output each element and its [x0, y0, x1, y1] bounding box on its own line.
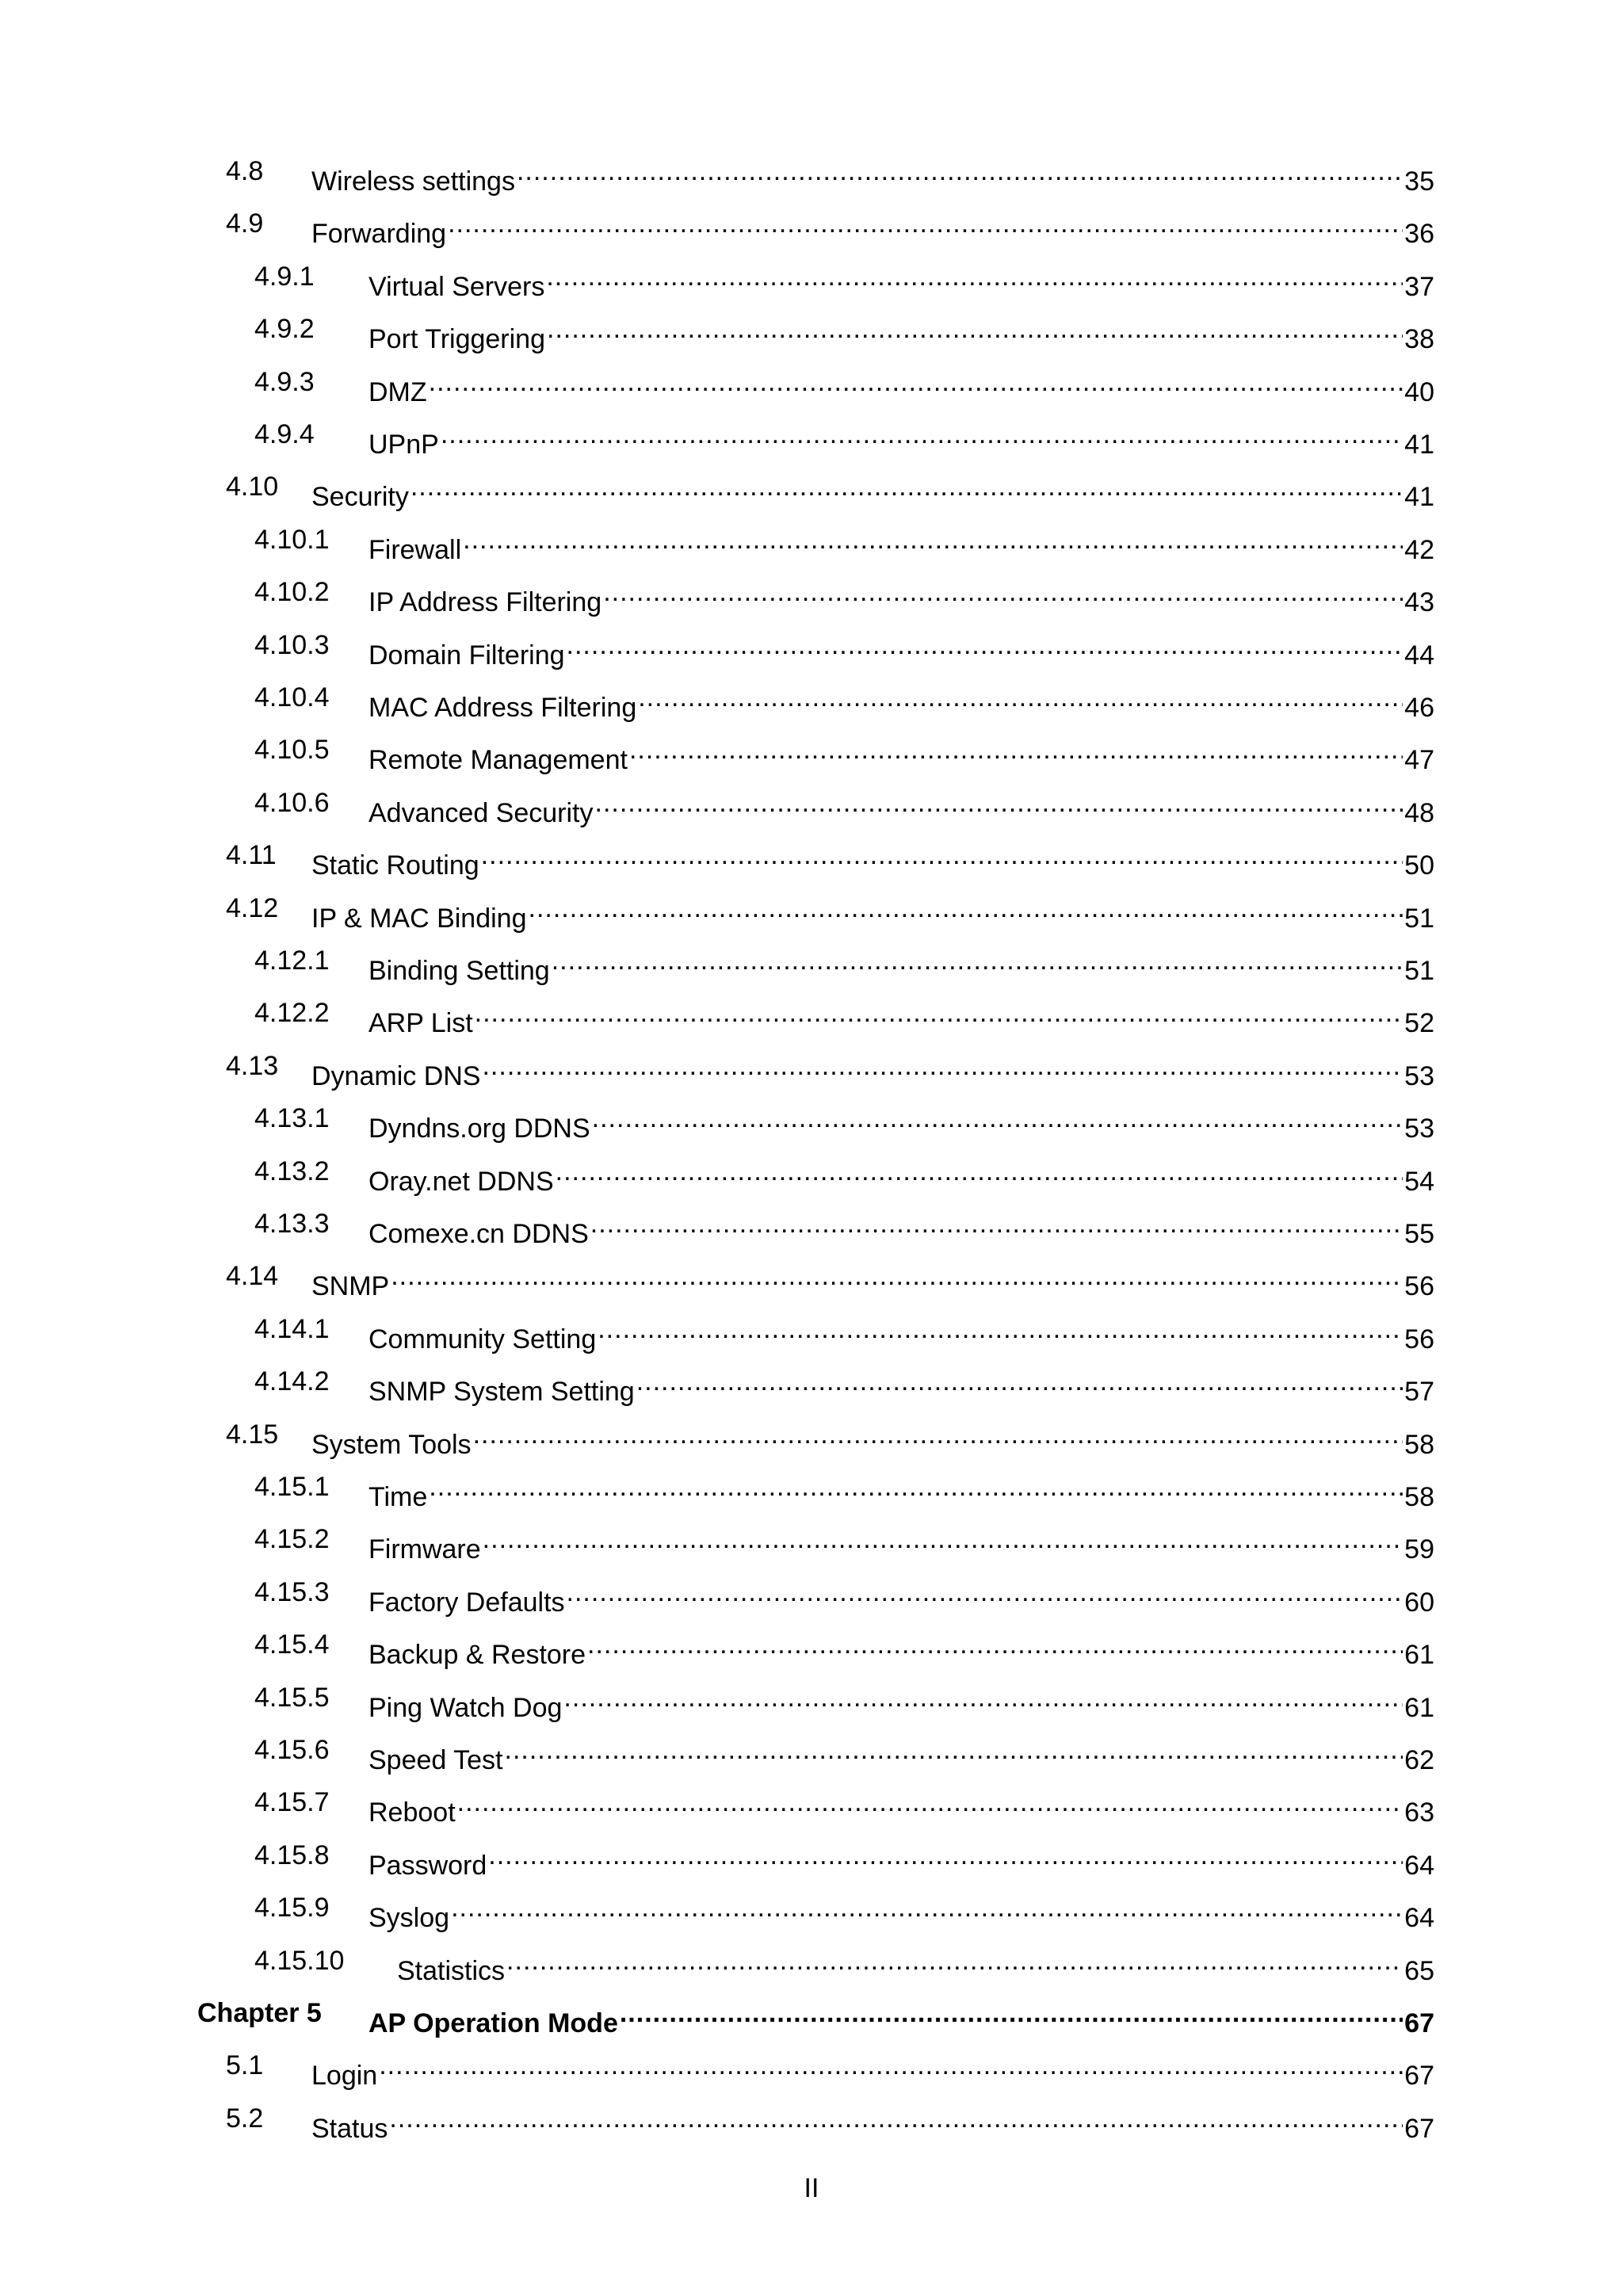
dot-leader	[481, 836, 1403, 874]
toc-entry-line	[369, 1836, 1434, 1885]
toc-entry-line	[311, 204, 1434, 253]
dot-leader	[463, 521, 1403, 559]
toc-entry-page: 42	[1403, 531, 1434, 569]
toc-entry-title[interactable]: Firewall	[369, 531, 463, 569]
toc-entry-line	[369, 731, 1434, 779]
toc-entry-number: 4.10.5	[254, 735, 330, 765]
toc-entry-page: 67	[1403, 2110, 1434, 2148]
toc-entry[interactable]	[0, 942, 1434, 986]
toc-entry[interactable]	[0, 1205, 1434, 1249]
toc-entry-line	[369, 1520, 1434, 1568]
toc-entry-title[interactable]: IP & MAC Binding	[311, 900, 529, 938]
toc-entry-title[interactable]: DMZ	[369, 373, 429, 411]
toc-entry[interactable]	[0, 678, 1434, 723]
dot-leader	[620, 1994, 1403, 2032]
toc-entry-line	[311, 1257, 1434, 1305]
page-number: II	[804, 2173, 819, 2203]
toc-entry-line	[369, 310, 1434, 358]
toc-entry[interactable]	[0, 521, 1434, 565]
toc-entry[interactable]	[0, 258, 1434, 302]
toc-entry[interactable]	[0, 1679, 1434, 1723]
toc-entry-number: 4.9	[226, 208, 264, 239]
toc-entry-title[interactable]: Domain Filtering	[369, 636, 567, 674]
toc-entry-page: 55	[1403, 1215, 1434, 1253]
toc-entry-number: 4.13.1	[254, 1103, 330, 1133]
toc-entry-line	[369, 1310, 1434, 1358]
dot-leader	[556, 1152, 1403, 1190]
dot-leader	[505, 1731, 1403, 1769]
toc-entry-title[interactable]: Binding Setting	[369, 952, 552, 990]
toc-entry-number: 4.10.3	[254, 630, 330, 660]
dot-leader	[429, 1468, 1403, 1506]
toc-entry-line	[369, 415, 1434, 464]
toc-entry[interactable]	[0, 1942, 1434, 1986]
toc-entry-line	[369, 1626, 1434, 1674]
toc-entry-number: 4.14	[226, 1261, 279, 1291]
dot-leader	[473, 1415, 1403, 1454]
toc-entry-page: 64	[1403, 1899, 1434, 1937]
dot-leader	[441, 415, 1403, 453]
toc-entry-title[interactable]: Community Setting	[369, 1320, 598, 1358]
toc-entry-page: 51	[1403, 952, 1434, 990]
toc-entry[interactable]	[0, 1415, 1434, 1460]
toc-entry-title[interactable]: ARP List	[369, 1004, 475, 1042]
toc-entry-page: 37	[1403, 268, 1434, 306]
toc-entry-page: 63	[1403, 1794, 1434, 1832]
toc-entry-page: 51	[1403, 900, 1434, 938]
toc-entry-number: Chapter 5	[197, 1998, 322, 2028]
toc-entry[interactable]	[0, 1362, 1434, 1407]
toc-entry-line	[311, 836, 1434, 884]
toc-entry-title[interactable]: Comexe.cn DDNS	[369, 1215, 590, 1253]
toc-entry-page: 38	[1403, 320, 1434, 358]
dot-leader	[598, 1310, 1403, 1348]
toc-entry-number: 5.1	[226, 2050, 264, 2080]
toc-entry-number: 4.12.2	[254, 998, 330, 1028]
toc-entry-line	[369, 1679, 1434, 1727]
dot-leader	[391, 1257, 1403, 1295]
dot-leader	[603, 573, 1403, 611]
toc-entry-line	[369, 1205, 1434, 1253]
toc-entry-page: 61	[1403, 1689, 1434, 1727]
toc-entry-line	[369, 521, 1434, 569]
toc-entry-title[interactable]: Status	[311, 2110, 389, 2148]
toc-entry-line	[369, 1573, 1434, 1622]
toc-entry-page: 59	[1403, 1530, 1434, 1568]
toc-entry-number: 4.8	[226, 156, 264, 186]
toc-entry[interactable]	[0, 573, 1434, 617]
toc-entry-title[interactable]: Firmware	[369, 1530, 483, 1568]
toc-entry-title[interactable]: Login	[311, 2057, 379, 2095]
toc-entry-page: 50	[1403, 846, 1434, 884]
toc-entry-title[interactable]: Security	[311, 478, 411, 516]
toc-entry-title[interactable]: Forwarding	[311, 215, 448, 253]
toc-entry[interactable]	[0, 1099, 1434, 1144]
toc-entry[interactable]	[0, 1310, 1434, 1354]
dot-leader	[595, 784, 1403, 822]
toc-entry[interactable]	[0, 310, 1434, 354]
toc-entry-title[interactable]: System Tools	[311, 1426, 473, 1464]
dot-leader	[563, 1679, 1403, 1717]
toc-entry-number: 4.15.9	[254, 1893, 330, 1923]
toc-entry-page: 61	[1403, 1636, 1434, 1674]
dot-leader	[429, 363, 1403, 401]
toc-entry-page: 40	[1403, 373, 1434, 411]
toc-entry-number: 4.15.2	[254, 1524, 330, 1554]
toc-entry-page: 60	[1403, 1584, 1434, 1622]
toc-entry-number: 4.15.4	[254, 1629, 330, 1660]
toc-entry-line	[311, 2099, 1434, 2148]
dot-leader	[389, 2099, 1403, 2137]
toc-entry-number: 4.11	[226, 840, 277, 870]
toc-entry[interactable]	[0, 415, 1434, 460]
toc-entry-number: 4.15.7	[254, 1787, 330, 1817]
toc-entry-page: 62	[1403, 1741, 1434, 1779]
toc-entry[interactable]	[0, 363, 1434, 407]
toc-entry-line	[369, 1783, 1434, 1832]
toc-entry-number: 4.15.8	[254, 1840, 330, 1870]
toc-entry[interactable]	[0, 1783, 1434, 1828]
dot-leader	[451, 1889, 1403, 1927]
toc-entry-page: 52	[1403, 1004, 1434, 1042]
toc-entry-number: 4.14.2	[254, 1366, 330, 1396]
toc-entry-line	[311, 1415, 1434, 1464]
dot-leader	[590, 1205, 1403, 1243]
toc-entry-number: 4.10.4	[254, 682, 330, 712]
toc-entry-number: 4.9.2	[254, 314, 315, 344]
toc-entry-page: 47	[1403, 741, 1434, 779]
toc-entry-title[interactable]: Statistics	[397, 1952, 506, 1990]
toc-entry-page: 41	[1403, 478, 1434, 516]
toc-entry-line	[369, 573, 1434, 621]
toc-entry-number: 4.15.10	[254, 1946, 345, 1976]
toc-entry-line	[369, 258, 1434, 306]
dot-leader	[379, 2046, 1403, 2084]
toc-entry-title[interactable]: Ping Watch Dog	[369, 1689, 563, 1727]
dot-leader	[629, 731, 1403, 769]
toc-entry-line	[369, 1731, 1434, 1779]
toc-entry-number: 4.10.1	[254, 525, 330, 555]
toc-entry[interactable]	[0, 836, 1434, 881]
toc-entry[interactable]	[0, 468, 1434, 512]
toc-entry-page: 58	[1403, 1426, 1434, 1464]
toc-entry-page: 64	[1403, 1847, 1434, 1885]
toc-entry-line	[369, 1362, 1434, 1411]
toc-entry-title[interactable]: Advanced Security	[369, 794, 595, 832]
toc-entry-title[interactable]: Syslog	[369, 1899, 451, 1937]
toc-entry-line	[369, 1994, 1434, 2042]
dot-leader	[457, 1783, 1403, 1821]
toc-entry-title[interactable]: SNMP	[311, 1267, 391, 1305]
toc-entry-title[interactable]: MAC Address Filtering	[369, 689, 638, 727]
toc-entry[interactable]	[0, 626, 1434, 670]
dot-leader	[546, 258, 1403, 296]
toc-entry-page: 67	[1403, 2057, 1434, 2095]
toc-entry[interactable]	[0, 204, 1434, 249]
toc-entry-line	[369, 1468, 1434, 1516]
toc-entry-title[interactable]: Backup & Restore	[369, 1636, 587, 1674]
toc-entry-title[interactable]: Reboot	[369, 1794, 457, 1832]
toc-entry-number: 4.15.1	[254, 1472, 330, 1502]
toc-entry-number: 4.10.6	[254, 788, 330, 818]
toc-entry-title[interactable]: Virtual Servers	[369, 268, 546, 306]
toc-entry-line	[369, 994, 1434, 1042]
toc-entry-title[interactable]: Time	[369, 1478, 429, 1516]
dot-leader	[488, 1836, 1403, 1874]
toc-entry-title[interactable]: Remote Management	[369, 741, 629, 779]
toc-entry-page: 41	[1403, 426, 1434, 464]
toc-entry-page: 43	[1403, 583, 1434, 621]
toc-entry-title[interactable]: UPnP	[369, 426, 441, 464]
toc-entry-page: 36	[1403, 215, 1434, 253]
toc-entry-line	[369, 942, 1434, 990]
toc-entry-number: 4.15.6	[254, 1735, 330, 1765]
toc-entry-number: 4.14.1	[254, 1314, 330, 1344]
dot-leader	[592, 1099, 1403, 1137]
toc-entry[interactable]	[0, 994, 1434, 1038]
toc-entry-page: 65	[1403, 1952, 1434, 1990]
toc-entry[interactable]	[0, 1152, 1434, 1197]
toc-entry[interactable]	[0, 1626, 1434, 1670]
toc-entry-line	[369, 1889, 1434, 1937]
dot-leader	[567, 1573, 1403, 1611]
dot-leader	[567, 626, 1403, 664]
toc-entry[interactable]	[0, 1573, 1434, 1618]
toc-entry[interactable]	[0, 1520, 1434, 1564]
toc-entry-number: 4.15.3	[254, 1577, 330, 1607]
toc-entry-number: 4.13.3	[254, 1209, 330, 1239]
toc-entry-number: 4.10	[226, 472, 279, 502]
toc-entry-line	[311, 152, 1434, 201]
dot-leader	[411, 468, 1403, 506]
toc-entry[interactable]	[0, 784, 1434, 828]
toc-entry-title[interactable]: Oray.net DDNS	[369, 1163, 556, 1201]
toc-entry-number: 5.2	[226, 2103, 264, 2134]
toc-entry-title[interactable]: SNMP System Setting	[369, 1373, 636, 1411]
dot-leader	[517, 152, 1403, 190]
dot-leader	[636, 1362, 1403, 1400]
toc-entry-number: 4.13	[226, 1051, 279, 1081]
dot-leader	[483, 1520, 1403, 1558]
toc-entry-line	[369, 678, 1434, 727]
dot-leader	[448, 204, 1403, 243]
toc-entry-page: 46	[1403, 689, 1434, 727]
toc-entry-title[interactable]: Wireless settings	[311, 162, 517, 201]
toc-entry-line	[311, 468, 1434, 516]
toc-entry-line	[369, 1099, 1434, 1148]
toc-entry-title[interactable]: Password	[369, 1847, 488, 1885]
toc-entry-number: 4.9.4	[254, 419, 315, 449]
dot-leader	[529, 889, 1403, 927]
toc-entry-number: 4.12	[226, 893, 279, 923]
toc-entry-line	[397, 1942, 1434, 1990]
toc-entry[interactable]	[0, 1047, 1434, 1091]
toc-entry[interactable]	[0, 2046, 1434, 2091]
toc-entry[interactable]	[0, 152, 1434, 197]
dot-leader	[482, 1047, 1403, 1085]
toc-entry-page: 54	[1403, 1163, 1434, 1201]
toc-entry-title[interactable]: AP Operation Mode	[369, 2004, 620, 2042]
toc-entry-number: 4.9.1	[254, 262, 315, 292]
toc-entry-page: 48	[1403, 794, 1434, 832]
toc-entry-title[interactable]: Static Routing	[311, 846, 481, 884]
toc-entry-page: 56	[1403, 1267, 1434, 1305]
dot-leader	[547, 310, 1403, 348]
toc-entry-line	[311, 2046, 1434, 2095]
toc-entry-line	[369, 626, 1434, 674]
toc-entry-line	[369, 784, 1434, 832]
toc-entry[interactable]	[0, 1836, 1434, 1881]
toc-entry-line	[311, 889, 1434, 938]
toc-entry[interactable]	[0, 1889, 1434, 1933]
toc-entry-page: 44	[1403, 636, 1434, 674]
toc-entry-title[interactable]: Dyndns.org DDNS	[369, 1110, 592, 1148]
toc-entry[interactable]	[0, 731, 1434, 775]
toc-entry-number: 4.13.2	[254, 1156, 330, 1186]
toc-entry-page: 56	[1403, 1320, 1434, 1358]
toc-entry-page: 58	[1403, 1478, 1434, 1516]
dot-leader	[475, 994, 1403, 1032]
dot-leader	[506, 1942, 1403, 1980]
toc-entry-page: 53	[1403, 1110, 1434, 1148]
toc-entry[interactable]	[0, 1731, 1434, 1775]
toc-entry[interactable]	[0, 889, 1434, 934]
toc-entry-title[interactable]: Dynamic DNS	[311, 1057, 482, 1095]
toc-entry-page: 57	[1403, 1373, 1434, 1411]
toc-entry-line	[369, 1152, 1434, 1201]
toc-entry-title[interactable]: IP Address Filtering	[369, 583, 603, 621]
toc-entry-title[interactable]: Port Triggering	[369, 320, 547, 358]
toc-entry-page: 67	[1403, 2004, 1434, 2042]
toc-entry-page: 35	[1403, 162, 1434, 201]
dot-leader	[552, 942, 1403, 980]
toc-entry-title[interactable]: Factory Defaults	[369, 1584, 567, 1622]
toc-entry[interactable]	[0, 2099, 1434, 2144]
toc-entry-number: 4.9.3	[254, 367, 315, 397]
toc-entry-number: 4.15	[226, 1419, 279, 1450]
toc-entry-line	[369, 363, 1434, 411]
toc-entry-page: 53	[1403, 1057, 1434, 1095]
dot-leader	[587, 1626, 1403, 1664]
toc-entry-title[interactable]: Speed Test	[369, 1741, 505, 1779]
dot-leader	[638, 678, 1403, 716]
toc-entry-number: 4.12.1	[254, 946, 330, 976]
toc-entry[interactable]	[0, 1468, 1434, 1512]
toc-entry-line	[311, 1047, 1434, 1095]
toc-entry-number: 4.10.2	[254, 577, 330, 607]
toc-entry[interactable]	[0, 1994, 1434, 2038]
toc-entry[interactable]	[0, 1257, 1434, 1301]
toc-entry-number: 4.15.5	[254, 1683, 330, 1713]
